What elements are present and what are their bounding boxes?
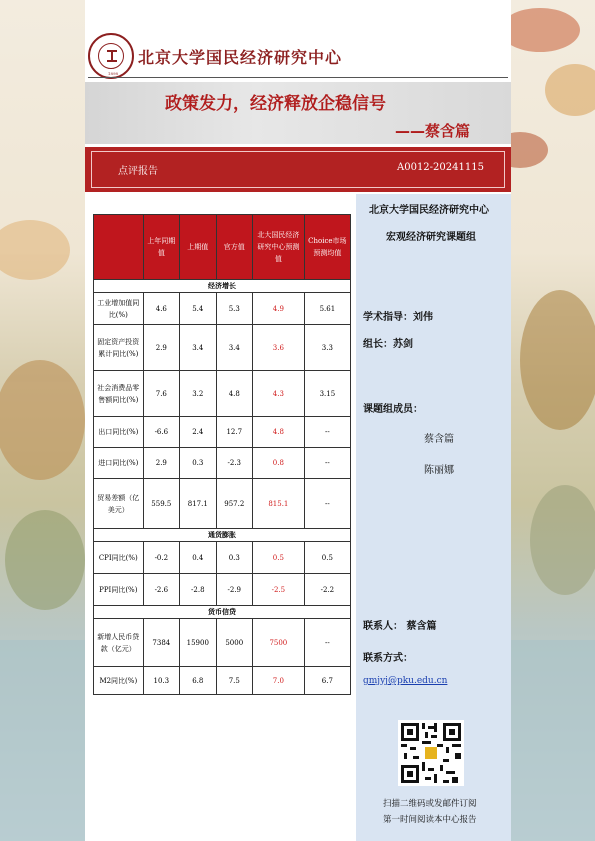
cell-prev-year: 7384 — [143, 619, 179, 667]
col-header-label — [94, 215, 144, 280]
cell-prev: -2.8 — [180, 574, 217, 606]
report-author: ——蔡含篇 — [395, 122, 471, 140]
cell-prev: 2.4 — [180, 417, 217, 448]
cell-prev-year: 2.9 — [143, 448, 179, 479]
cell-official: 12.7 — [216, 417, 252, 448]
cell-official: 3.4 — [216, 325, 252, 371]
cell-prev: 0.4 — [180, 542, 217, 574]
seal-mark-icon — [105, 48, 119, 64]
qr-caption-1: 扫描二维码或发邮件订阅 — [383, 799, 477, 809]
cell-pku-forecast: 3.6 — [252, 325, 304, 371]
row-label: 工业增加值同比(%) — [94, 293, 144, 325]
cell-official: -2.9 — [216, 574, 252, 606]
col-header-prev: 上期值 — [180, 215, 217, 280]
cell-choice-forecast: -- — [304, 417, 350, 448]
sidebar-contact-method: 联系方式： — [363, 653, 413, 664]
cell-prev: 6.8 — [180, 667, 217, 695]
table-header-row — [94, 215, 351, 280]
cell-official: 5.3 — [216, 293, 252, 325]
sidebar-advisor: 学术指导：刘伟 — [363, 312, 433, 323]
col-header-pku-forecast: 北大国民经济研究中心预测值 — [252, 215, 304, 280]
cell-prev: 0.3 — [180, 448, 217, 479]
table-row — [94, 667, 351, 695]
cell-pku-forecast: 4.9 — [252, 293, 304, 325]
cell-pku-forecast: 7.0 — [252, 667, 304, 695]
cell-prev: 15900 — [180, 619, 217, 667]
cell-pku-forecast: 0.5 — [252, 542, 304, 574]
row-label: 新增人民币贷款（亿元） — [94, 619, 144, 667]
cell-official: 0.3 — [216, 542, 252, 574]
cell-prev: 5.4 — [180, 293, 217, 325]
row-label: M2同比(%) — [94, 667, 144, 695]
cell-choice-forecast: 0.5 — [304, 542, 350, 574]
header-logo — [88, 33, 508, 79]
sidebar-group: 宏观经济研究课题组 — [386, 232, 476, 243]
cell-prev-year: 7.6 — [143, 371, 179, 417]
header-divider — [88, 77, 508, 78]
cell-prev-year: -6.6 — [143, 417, 179, 448]
qr-caption-2: 第一时间阅读本中心报告 — [383, 815, 477, 825]
cell-prev-year: -2.6 — [143, 574, 179, 606]
cell-choice-forecast: 6.7 — [304, 667, 350, 695]
section-row — [94, 280, 351, 293]
cell-prev-year: 4.6 — [143, 293, 179, 325]
sidebar-member-1: 蔡含篇 — [424, 434, 454, 445]
cell-prev-year: 2.9 — [143, 325, 179, 371]
cell-choice-forecast: 3.3 — [304, 325, 350, 371]
cell-prev-year: 559.5 — [143, 479, 179, 529]
report-code: A0012-20241115 — [397, 162, 484, 173]
section-row — [94, 606, 351, 619]
cell-choice-forecast: -- — [304, 479, 350, 529]
col-header-official: 官方值 — [216, 215, 252, 280]
section-title: 通货膨胀 — [94, 529, 351, 542]
seal-year: 1898 — [107, 71, 119, 76]
cell-prev: 817.1 — [180, 479, 217, 529]
cell-choice-forecast: -- — [304, 619, 350, 667]
pku-seal-icon — [88, 33, 134, 79]
cell-choice-forecast: 3.15 — [304, 371, 350, 417]
cell-official: 7.5 — [216, 667, 252, 695]
cell-prev-year: 10.3 — [143, 667, 179, 695]
table-row — [94, 417, 351, 448]
sidebar-member-2: 陈丽娜 — [424, 465, 454, 476]
cell-official: 4.8 — [216, 371, 252, 417]
table-row — [94, 293, 351, 325]
section-title: 经济增长 — [94, 280, 351, 293]
cell-choice-forecast: -2.2 — [304, 574, 350, 606]
report-title: 政策发力，经济释放企稳信号 — [165, 94, 386, 114]
row-label: 进口同比(%) — [94, 448, 144, 479]
org-name: 北京大学国民经济研究中心 — [138, 48, 343, 67]
cell-pku-forecast: -2.5 — [252, 574, 304, 606]
table-body — [94, 280, 351, 695]
contact-email-link[interactable]: gmjyj@pku.edu.cn — [363, 676, 448, 686]
row-label: 社会消费品零售额同比(%) — [94, 371, 144, 417]
table-row — [94, 542, 351, 574]
sidebar-org: 北京大学国民经济研究中心 — [369, 205, 489, 216]
report-type: 点评报告 — [118, 166, 158, 177]
cell-pku-forecast: 4.3 — [252, 371, 304, 417]
row-label: 固定资产投资累计同比(%) — [94, 325, 144, 371]
cell-pku-forecast: 815.1 — [252, 479, 304, 529]
section-row — [94, 529, 351, 542]
qr-code-icon[interactable] — [398, 720, 464, 786]
cell-official: -2.3 — [216, 448, 252, 479]
table-row — [94, 479, 351, 529]
cell-official: 5000 — [216, 619, 252, 667]
cell-pku-forecast: 7500 — [252, 619, 304, 667]
section-title: 货币信贷 — [94, 606, 351, 619]
cell-choice-forecast: 5.61 — [304, 293, 350, 325]
cell-pku-forecast: 0.8 — [252, 448, 304, 479]
sidebar-members-title: 课题组成员： — [363, 404, 423, 415]
table-row — [94, 574, 351, 606]
indicator-table — [93, 214, 351, 695]
cell-prev: 3.4 — [180, 325, 217, 371]
cell-prev: 3.2 — [180, 371, 217, 417]
cell-official: 957.2 — [216, 479, 252, 529]
col-header-prev-year: 上年同期值 — [143, 215, 179, 280]
table-row — [94, 448, 351, 479]
col-header-choice-forecast: Choice市场预测均值 — [304, 215, 350, 280]
table-row — [94, 619, 351, 667]
cell-pku-forecast: 4.8 — [252, 417, 304, 448]
cell-prev-year: -0.2 — [143, 542, 179, 574]
sidebar-leader: 组长：苏剑 — [363, 339, 413, 350]
table-row — [94, 371, 351, 417]
row-label: PPI同比(%) — [94, 574, 144, 606]
row-label: CPI同比(%) — [94, 542, 144, 574]
row-label: 出口同比(%) — [94, 417, 144, 448]
row-label: 贸易差额（亿美元） — [94, 479, 144, 529]
sidebar-contact-person: 联系人： 蔡含篇 — [363, 621, 437, 632]
table-row — [94, 325, 351, 371]
cell-choice-forecast: -- — [304, 448, 350, 479]
